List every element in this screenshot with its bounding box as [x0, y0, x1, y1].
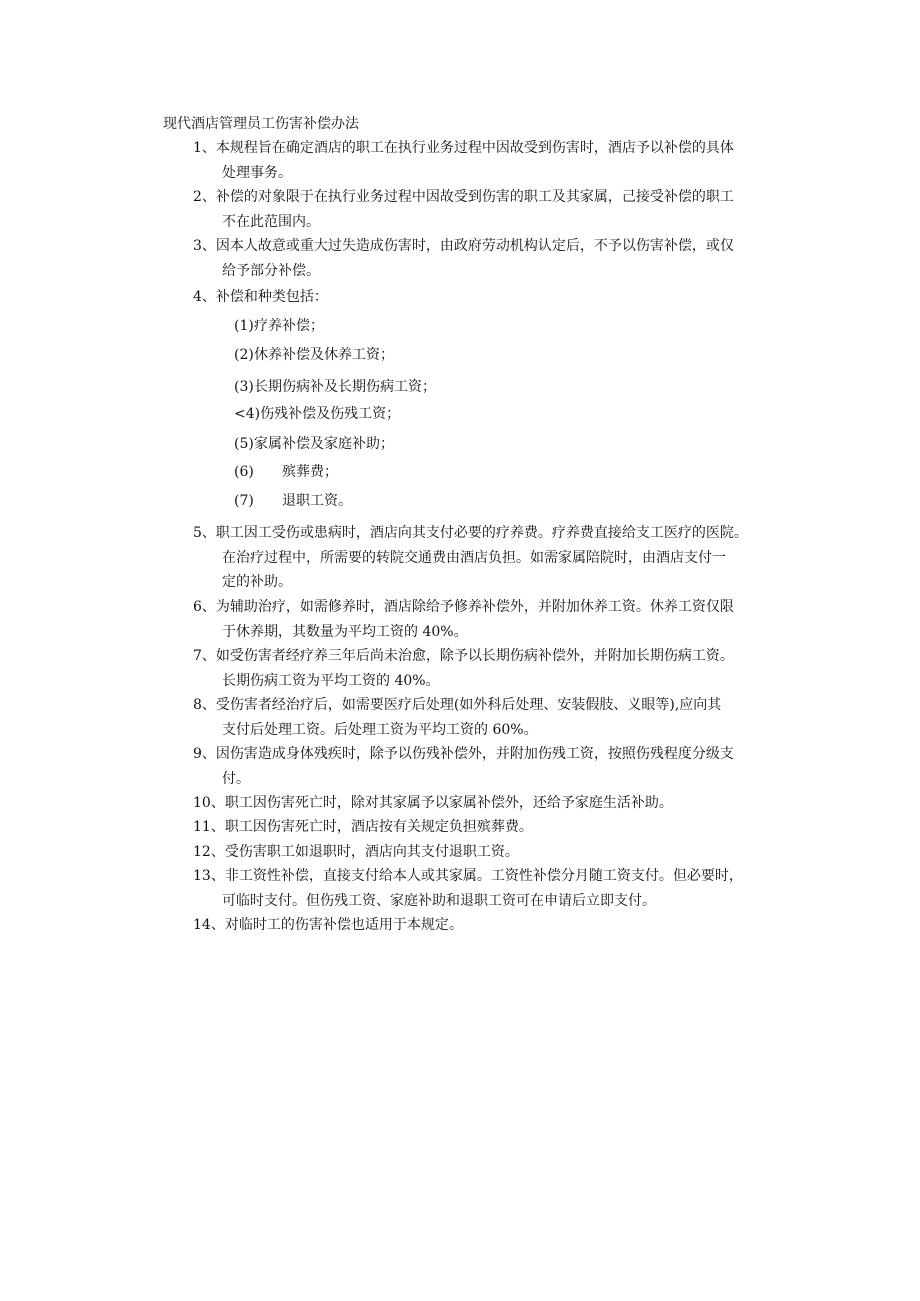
list-item: [193, 644, 793, 693]
item-number: 5、: [193, 525, 216, 541]
item-text: 受伤害者经治疗后，如需要医疗后处理(如外科后处理、安装假肢、义眼等),应向其: [215, 697, 722, 713]
sub-item-number: (5): [234, 436, 254, 452]
list-item: [193, 521, 793, 595]
list-item: [193, 595, 793, 644]
item-text: 对临时工的伤害补偿也适用于本规定。: [224, 917, 463, 933]
sub-item-number: (6): [234, 464, 254, 480]
item-text-continued: 不在此范围内。: [222, 213, 320, 230]
item-text-continued: 给予部分补偿。: [222, 262, 320, 279]
sub-item: [234, 314, 324, 338]
item-text-continued: 处理事务。: [222, 164, 292, 181]
list-item: [193, 840, 793, 865]
item-text: 因伤害造成身体残疾时，除予以伤残补偿外，并附加伤残工资，按照伤残程度分级支: [215, 746, 734, 762]
sub-item: [234, 402, 400, 426]
item-number: 9、: [193, 746, 216, 762]
item-text: 职工因伤害死亡时，除对其家属予以家属补偿外，还给予家庭生活补助。: [224, 795, 673, 811]
item-text: 非工资性补偿，直接支付给本人或其家属。工资性补偿分月随工资支付。但必要时，: [224, 868, 743, 884]
sub-item-text: 长期伤病补及长期伤病工资；: [254, 379, 436, 395]
item-text: 如受伤害者经疗养三年后尚未治愈，除予以长期伤病补偿外，并附加长期伤病工资。: [215, 648, 734, 664]
item-number: 3、: [193, 238, 216, 254]
item-text: 因本人故意或重大过失造成伤害时，由政府劳动机构认定后，不予以伤害补偿，或仅: [215, 238, 734, 254]
list-item: [193, 285, 793, 310]
sub-item-text: 疗养补偿；: [254, 318, 324, 334]
item-number: 8、: [193, 697, 216, 713]
item-text-continued: 于休养期，其数量为平均工资的 40%。: [222, 623, 468, 640]
item-text: 受伤害职工如退职时，酒店向其支付退职工资。: [224, 844, 519, 860]
sub-item-text: 伤残补偿及伤残工资；: [260, 406, 401, 422]
sub-item-number: (7): [234, 493, 254, 509]
item-text: 本规程旨在确定酒店的职工在执行业务过程中因故受到伤害时，酒店予以补偿的具体: [215, 140, 734, 156]
item-number: 14、: [193, 917, 225, 933]
item-text-continued: 可临时支付。但伤残工资、家庭补助和退职工资可在申请后立即支付。: [222, 892, 656, 909]
item-text-continued: 付。: [222, 770, 250, 787]
item-text-continued: 长期伤病工资为平均工资的 40%。: [222, 672, 440, 689]
sub-item-text: 退职工资。: [282, 493, 352, 509]
item-number: 7、: [193, 648, 216, 664]
item-text: 为辅助治疗，如需修养时，酒店除给予修养补偿外，并附加休养工资。休养工资仅限: [215, 599, 734, 615]
item-number: 1、: [193, 140, 216, 156]
sub-item-number: (3): [234, 379, 254, 395]
item-number: 12、: [193, 844, 225, 860]
item-text-continued: 在治疗过程中，所需要的转院交通费由酒店负担。如需家属陪院时，由酒店支付一: [222, 549, 726, 566]
item-number: 2、: [193, 189, 216, 205]
item-text: 职工因伤害死亡时，酒店按有关规定负担殡葬费。: [224, 819, 533, 835]
sub-item: [234, 375, 436, 399]
list-item: [193, 913, 793, 938]
list-item: [193, 136, 793, 185]
sub-item-text: 殡葬费；: [282, 464, 338, 480]
sub-item: [234, 489, 352, 513]
list-item: [193, 234, 793, 283]
list-item: [193, 815, 793, 840]
document-title: 现代酒店管理员工伤害补偿办法: [163, 116, 359, 132]
sub-item: [234, 460, 338, 484]
sub-item-number: (2): [234, 347, 254, 363]
item-text-continued: 定的补助。: [222, 574, 292, 590]
sub-item-number: (1): [234, 318, 254, 334]
sub-item: [234, 343, 394, 367]
sub-item-text: 休养补偿及休养工资；: [254, 347, 394, 363]
item-number: 13、: [193, 868, 225, 884]
item-number: 10、: [193, 795, 225, 811]
sub-item: [234, 432, 394, 456]
sub-item-text: 家属补偿及家庭补助；: [254, 436, 394, 452]
item-text: 补偿的对象限于在执行业务过程中因故受到伤害的职工及其家属，己接受补偿的职工: [215, 189, 734, 205]
list-item: [193, 791, 793, 816]
item-text: 职工因工受伤或患病时，酒店向其支付必要的疗养费。疗养费直接给支工医疗的医院。: [215, 525, 748, 541]
item-number: 4、: [193, 289, 216, 305]
list-item: [193, 185, 793, 234]
list-item: [193, 742, 793, 791]
item-text: 补偿和种类包括：: [215, 289, 328, 305]
list-item: [193, 693, 793, 742]
sub-item-number: <4): [234, 406, 261, 422]
item-number: 6、: [193, 599, 216, 615]
item-number: 11、: [193, 819, 225, 835]
list-item: [193, 864, 793, 913]
item-text-continued: 支付后处理工资。后处理工资为平均工资的 60%。: [222, 721, 538, 738]
